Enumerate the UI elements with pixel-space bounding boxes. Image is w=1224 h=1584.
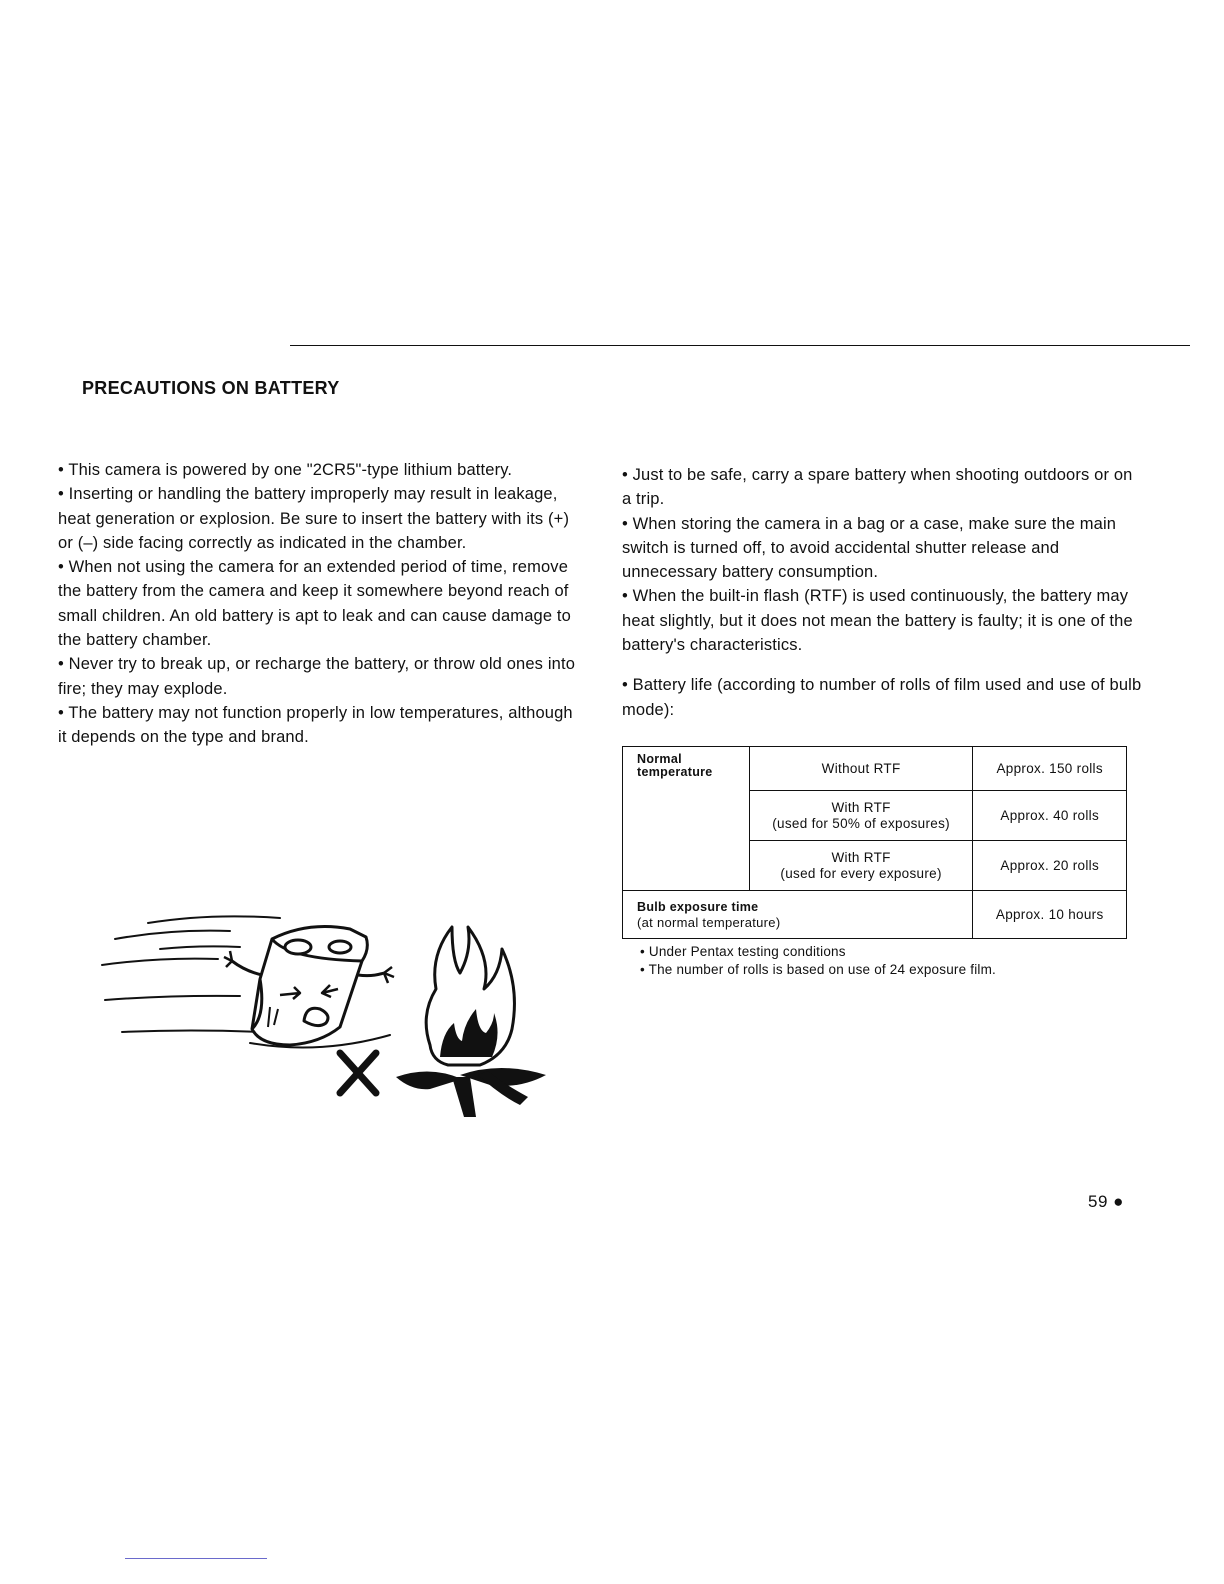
condition-label: With RTF	[831, 849, 891, 865]
top-rule	[290, 345, 1190, 346]
precaution-paragraph: • When storing the camera in a bag or a case, make sure the main switch is turned off, to avoid accidental shutter release and unnecessary battery consumption.	[622, 514, 1117, 582]
note-item: • The number of rolls is based on use of 24 exposure film.	[640, 961, 997, 977]
section-title: PRECAUTIONS ON BATTERY	[82, 378, 340, 398]
bottom-rule	[125, 1558, 267, 1559]
value-cell: Approx. 20 rolls	[973, 841, 1127, 891]
note-item: • Under Pentax testing conditions	[640, 944, 846, 959]
precaution-paragraph: • When the built-in flash (RTF) is used continuously, the battery may heat slightly, but it does not mean the battery is faulty; it is one of the battery's characteristics.	[622, 587, 1133, 655]
precaution-paragraph: • The battery may not function properly in low temperatures, although it depends on the type and brand.	[58, 703, 573, 747]
condition-note: (used for 50% of exposures)	[772, 815, 950, 831]
table-notes	[640, 943, 996, 978]
fire-icon	[396, 927, 546, 1117]
condition-note: (used for every exposure)	[780, 865, 942, 881]
condition-cell	[749, 747, 973, 791]
precaution-paragraph: • Just to be safe, carry a spare battery when shooting outdoors or on a trip.	[622, 466, 1133, 509]
battery-life-intro: • Battery life (according to number of rolls of film used and use of bulb mode):	[622, 676, 1142, 719]
value-cell: Approx. 10 hours	[973, 891, 1127, 939]
condition-cell	[749, 791, 973, 841]
table-row	[623, 891, 1127, 939]
left-column	[58, 458, 578, 750]
precaution-paragraph: • When not using the camera for an extended period of time, remove the battery from the camera and keep it somewhere beyond reach of small children. An old battery is apt to leak and can cause damage to the battery chamber.	[58, 558, 571, 650]
precaution-paragraph: • Never try to break up, or recharge the battery, or throw old ones into fire; they may explode.	[58, 655, 576, 698]
normal-temperature-header: Normal temperature	[623, 747, 750, 891]
bulb-exposure-header: Bulb exposure time	[637, 899, 759, 914]
battery-character-icon	[224, 927, 394, 1045]
condition-label: Without RTF	[821, 760, 901, 776]
cross-mark-icon	[340, 1053, 376, 1093]
bulb-exposure-note: (at normal temperature)	[637, 914, 781, 930]
precaution-paragraph: • This camera is powered by one "2CR5"-type lithium battery.	[58, 461, 513, 479]
table-row	[623, 747, 1127, 791]
page-number: 59 ●	[1088, 1192, 1124, 1211]
battery-into-fire-illustration	[100, 905, 560, 1130]
condition-cell	[749, 841, 973, 891]
condition-label: With RTF	[831, 799, 891, 815]
precaution-paragraph: • Inserting or handling the battery improperly may result in leakage, heat generation or explosion. Be sure to insert the battery with its (+) or (–) side facing correctly as indicated in the chamber.	[58, 485, 570, 552]
value-cell: Approx. 40 rolls	[973, 791, 1127, 841]
battery-life-table	[622, 746, 1127, 939]
bulb-exposure-cell	[623, 891, 973, 939]
value-cell: Approx. 150 rolls	[973, 747, 1127, 791]
right-column	[622, 463, 1142, 722]
